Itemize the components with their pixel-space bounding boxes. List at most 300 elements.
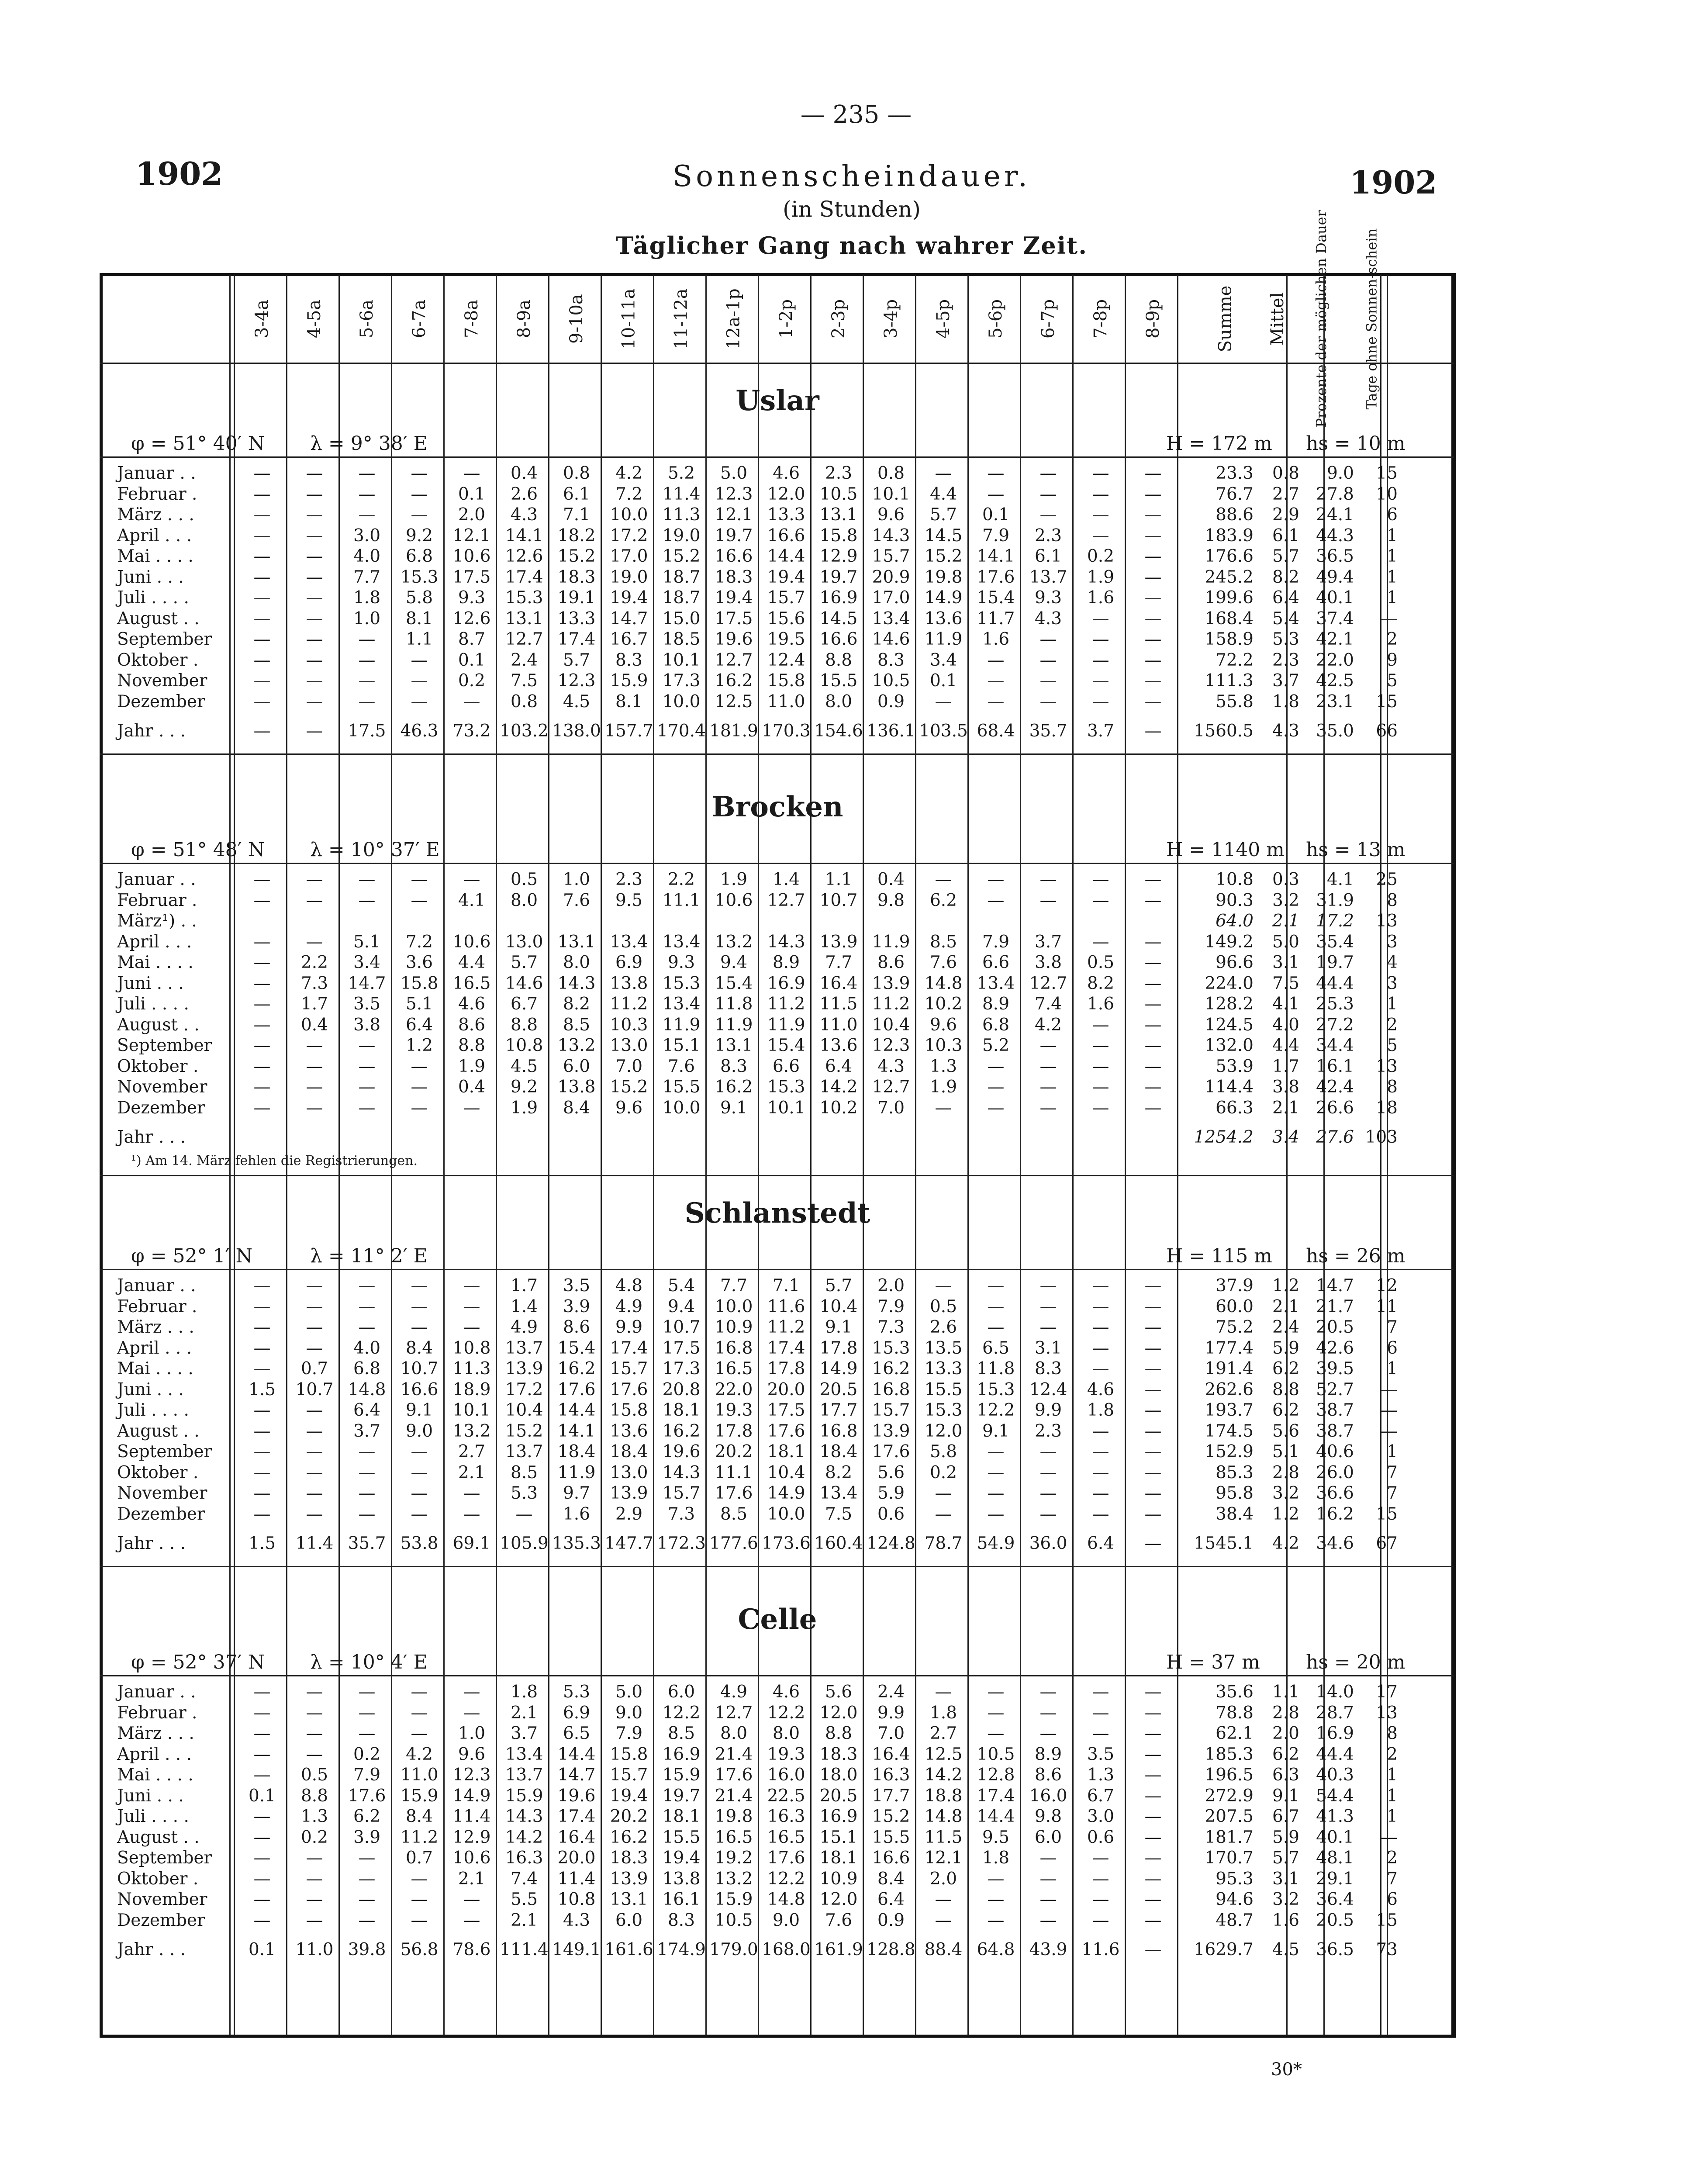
table-cell: 8.0: [563, 953, 591, 972]
table-cell: 3.7: [1034, 932, 1062, 952]
month-label: Januar . .: [117, 463, 196, 483]
table-cell: —: [253, 1483, 271, 1503]
table-cell: —: [1144, 484, 1162, 504]
table-cell: 7.5: [825, 1504, 853, 1524]
table-cell: 19.4: [662, 1848, 701, 1868]
month-label: März . . .: [117, 1317, 194, 1337]
table-cell: —: [306, 671, 323, 691]
column-header-label: 8-9p: [1143, 299, 1163, 339]
table-cell: 16.2: [557, 1359, 596, 1379]
table-cell: —: [987, 1098, 1005, 1118]
column-header: [341, 280, 393, 358]
table-cell: —: [1144, 1077, 1162, 1097]
year-total-cell: 43.9: [1029, 1940, 1067, 1959]
table-cell: —: [306, 890, 323, 910]
table-cell: 2: [1387, 1744, 1398, 1764]
table-cell: 3.2: [1272, 890, 1299, 910]
column-header: [812, 280, 865, 358]
table-cell: 7.3: [667, 1504, 695, 1524]
table-cell: 15.4: [715, 973, 753, 993]
table-cell: 13.4: [872, 608, 910, 629]
table-cell: 22.0: [715, 1379, 753, 1400]
table-cell: 78.8: [1216, 1703, 1254, 1723]
table-cell: 2.2: [667, 870, 695, 889]
table-cell: —: [1144, 1379, 1162, 1400]
table-cell: 13.8: [662, 1869, 701, 1889]
bottom-signature-mark: 30*: [1271, 2060, 1302, 2080]
table-cell: 8.8: [300, 1786, 328, 1806]
table-cell: 17.4: [505, 567, 543, 587]
table-cell: 38.7: [1316, 1421, 1354, 1441]
table-cell: 2.9: [615, 1504, 643, 1524]
table-cell: 10.5: [977, 1744, 1015, 1764]
table-cell: 1.9: [929, 1077, 957, 1097]
table-cell: 10.2: [819, 1098, 858, 1118]
table-cell: 9.9: [877, 1703, 905, 1723]
table-cell: 11.9: [557, 1462, 596, 1482]
table-cell: 13: [1376, 1703, 1398, 1723]
column-header-label: 11-12a: [671, 288, 692, 349]
month-label: April . . .: [117, 1744, 192, 1764]
table-cell: 15: [1376, 463, 1398, 483]
table-cell: 9.6: [877, 505, 905, 525]
table-cell: —: [1144, 1765, 1162, 1785]
table-cell: 9.0: [615, 1703, 643, 1723]
table-cell: 94.6: [1216, 1890, 1254, 1909]
year-total-cell: 1254.2: [1194, 1127, 1254, 1147]
column-header: [445, 280, 498, 358]
table-cell: —: [306, 484, 323, 504]
column-header-label: 2-3p: [829, 299, 849, 339]
year-right: 1902: [1350, 164, 1437, 201]
table-cell: 66.3: [1216, 1098, 1254, 1118]
table-cell: 1.0: [563, 870, 591, 889]
table-cell: 21.4: [715, 1786, 753, 1806]
table-cell: —: [1092, 1056, 1109, 1076]
table-cell: 7.0: [615, 1056, 643, 1076]
table-cell: 12.4: [1029, 1379, 1067, 1400]
table-cell: 18.1: [819, 1848, 858, 1868]
table-cell: 16.8: [872, 1379, 910, 1400]
table-cell: —: [358, 1056, 376, 1076]
table-cell: 0.2: [300, 1827, 328, 1847]
table-cell: 15.6: [767, 608, 805, 629]
year-total-cell: 64.8: [977, 1940, 1015, 1959]
table-cell: 7.9: [353, 1765, 381, 1785]
table-cell: 10.1: [872, 484, 910, 504]
table-cell: 2.4: [877, 1682, 905, 1702]
table-cell: —: [253, 953, 271, 972]
station-sensor-height: hs = 26 m: [1306, 1245, 1406, 1267]
table-cell: —: [1144, 1848, 1162, 1868]
table-cell: —: [411, 1682, 428, 1702]
table-cell: 3: [1387, 932, 1398, 952]
year-total-cell: 103: [1365, 1127, 1398, 1147]
column-header-label: 4-5p: [933, 299, 953, 339]
table-cell: 6.7: [1272, 1807, 1299, 1826]
table-cell: 18.1: [767, 1442, 805, 1462]
table-cell: 0.8: [1272, 463, 1299, 483]
table-cell: 8.5: [929, 932, 957, 952]
table-cell: —: [253, 1910, 271, 1930]
table-cell: —: [306, 1462, 323, 1482]
table-cell: —: [1092, 1296, 1109, 1317]
table-cell: 10.0: [767, 1504, 805, 1524]
year-total-cell: 1.5: [248, 1534, 276, 1553]
table-cell: —: [463, 1098, 480, 1118]
table-cell: 4.8: [615, 1276, 643, 1296]
table-cell: 128.2: [1205, 994, 1254, 1014]
table-cell: 2.8: [1272, 1462, 1299, 1482]
table-cell: 12.0: [767, 484, 805, 504]
table-cell: —: [1039, 1848, 1057, 1868]
table-cell: 10.0: [662, 691, 701, 712]
station-height: H = 1140 m: [1166, 839, 1285, 861]
year-total-cell: 170.3: [762, 721, 811, 741]
table-cell: —: [1144, 1015, 1162, 1035]
table-cell: —: [306, 1296, 323, 1317]
table-cell: 15.7: [872, 1400, 910, 1420]
table-cell: 16.5: [452, 973, 491, 993]
table-cell: 7.4: [510, 1869, 538, 1889]
table-cell: 13.8: [610, 973, 648, 993]
table-cell: —: [1144, 1807, 1162, 1826]
table-cell: 12.5: [924, 1744, 963, 1764]
table-cell: 0.2: [929, 1462, 957, 1482]
column-header: [708, 280, 760, 358]
table-cell: 0.1: [458, 484, 486, 504]
table-cell: —: [987, 1869, 1005, 1889]
table-cell: 9.8: [877, 890, 905, 910]
table-cell: 16.5: [715, 1827, 753, 1847]
table-cell: 13.6: [924, 608, 963, 629]
table-cell: 5: [1387, 1036, 1398, 1055]
table-cell: —: [253, 1869, 271, 1889]
table-cell: 14.4: [557, 1744, 596, 1764]
table-cell: 3.2: [1272, 1890, 1299, 1909]
year-total-cell: 36.5: [1316, 1940, 1354, 1959]
year-left: 1902: [135, 155, 223, 192]
table-cell: —: [935, 1276, 952, 1296]
table-cell: —: [253, 1462, 271, 1482]
table-cell: 4.6: [1087, 1379, 1115, 1400]
table-cell: 15.1: [662, 1036, 701, 1055]
table-cell: —: [411, 463, 428, 483]
table-cell: —: [1039, 484, 1057, 504]
column-header-label: 6-7a: [409, 299, 429, 339]
table-cell: 9.1: [405, 1400, 433, 1420]
table-cell: 14.8: [348, 1379, 386, 1400]
table-cell: 15.7: [610, 1765, 648, 1785]
table-cell: 18: [1376, 1098, 1398, 1118]
table-cell: 8.2: [1087, 973, 1115, 993]
table-cell: —: [306, 691, 323, 712]
table-cell: —: [253, 1744, 271, 1764]
table-cell: 11.5: [924, 1827, 963, 1847]
table-cell: 14.9: [767, 1483, 805, 1503]
table-cell: 15.3: [924, 1400, 963, 1420]
table-cell: 19.7: [715, 525, 753, 546]
table-cell: 13.1: [819, 505, 858, 525]
month-label: September: [117, 1036, 212, 1055]
table-cell: 15.5: [662, 1077, 701, 1097]
table-cell: 13.0: [505, 932, 543, 952]
table-cell: 19.7: [662, 1786, 701, 1806]
table-cell: 5.2: [667, 463, 695, 483]
table-cell: 13.3: [557, 608, 596, 629]
table-cell: —: [253, 1077, 271, 1097]
table-cell: 6.9: [563, 1703, 591, 1723]
table-cell: 17.2: [505, 1379, 543, 1400]
month-label: September: [117, 1848, 212, 1868]
table-cell: —: [1144, 890, 1162, 910]
table-cell: —: [358, 1077, 376, 1097]
table-cell: 8: [1387, 1724, 1398, 1743]
year-total-cell: 88.4: [924, 1940, 963, 1959]
table-cell: 42.4: [1316, 1077, 1354, 1097]
column-header-label: Tage ohne Sonnen-schein: [1363, 228, 1380, 410]
year-total-cell: 136.1: [867, 721, 915, 741]
table-cell: —: [1039, 1462, 1057, 1482]
table-cell: 34.4: [1316, 1036, 1354, 1055]
table-cell: 6: [1387, 1338, 1398, 1358]
table-cell: 7.9: [982, 525, 1010, 546]
table-cell: 177.4: [1205, 1338, 1254, 1358]
table-cell: —: [358, 629, 376, 649]
table-cell: 13.4: [662, 994, 701, 1014]
table-cell: —: [306, 1724, 323, 1743]
month-label: April . . .: [117, 1338, 192, 1358]
table-cell: 44.4: [1316, 973, 1354, 993]
year-total-cell: 128.8: [867, 1940, 915, 1959]
table-cell: 1.8: [1087, 1400, 1115, 1420]
table-cell: 15.9: [400, 1786, 439, 1806]
column-header-label: Prozente der möglichen Dauer: [1313, 210, 1330, 428]
table-cell: 1: [1387, 1807, 1398, 1826]
table-cell: 53.9: [1216, 1056, 1254, 1076]
table-cell: 3: [1387, 973, 1398, 993]
table-cell: 4.0: [353, 1338, 381, 1358]
table-cell: —: [253, 1400, 271, 1420]
table-cell: 4.9: [510, 1317, 538, 1337]
table-cell: 19.1: [557, 588, 596, 608]
table-cell: 11.5: [819, 994, 858, 1014]
table-cell: 16.0: [767, 1765, 805, 1785]
table-cell: 8.8: [458, 1036, 486, 1055]
table-cell: 15.3: [977, 1379, 1015, 1400]
table-cell: 16.6: [400, 1379, 439, 1400]
table-cell: —: [411, 1077, 428, 1097]
table-cell: 12.5: [715, 691, 753, 712]
table-cell: 19.5: [767, 629, 805, 649]
table-cell: 185.3: [1205, 1744, 1254, 1764]
table-cell: 19.8: [715, 1807, 753, 1826]
table-cell: 1.2: [405, 1036, 433, 1055]
month-label: Oktober .: [117, 1056, 199, 1076]
table-cell: 19.3: [715, 1400, 753, 1420]
table-cell: —: [253, 1765, 271, 1785]
table-cell: 6.8: [405, 546, 433, 566]
month-label: August . .: [117, 1421, 200, 1441]
table-cell: —: [1381, 1379, 1398, 1400]
table-cell: —: [306, 1400, 323, 1420]
table-cell: —: [1039, 1504, 1057, 1524]
table-cell: 12.0: [924, 1421, 963, 1441]
year-total-cell: 135.3: [552, 1534, 601, 1553]
table-cell: 0.5: [929, 1296, 957, 1317]
table-cell: 16.4: [557, 1827, 596, 1847]
table-cell: 17.4: [610, 1338, 648, 1358]
table-cell: 8.5: [563, 1015, 591, 1035]
table-cell: 1.2: [1272, 1504, 1299, 1524]
table-cell: 4.2: [1034, 1015, 1062, 1035]
table-cell: 7.5: [510, 671, 538, 691]
table-cell: 9.9: [1034, 1400, 1062, 1420]
table-cell: —: [306, 1483, 323, 1503]
table-cell: 12.7: [505, 629, 543, 649]
table-cell: 224.0: [1205, 973, 1254, 993]
table-cell: 15.8: [610, 1400, 648, 1420]
table-cell: 8.6: [1034, 1765, 1062, 1785]
table-cell: 1.8: [353, 588, 381, 608]
table-cell: 21.7: [1316, 1296, 1354, 1317]
table-cell: 3.5: [1087, 1744, 1115, 1764]
table-cell: —: [358, 1276, 376, 1296]
table-cell: 19.0: [610, 567, 648, 587]
table-cell: —: [1039, 671, 1057, 691]
table-cell: —: [1144, 671, 1162, 691]
table-cell: —: [306, 1077, 323, 1097]
table-cell: —: [1092, 671, 1109, 691]
column-header: [970, 280, 1022, 358]
table-cell: —: [1144, 932, 1162, 952]
year-total-cell: 161.9: [814, 1940, 863, 1959]
table-cell: —: [1039, 1724, 1057, 1743]
column-header-label: 7-8a: [461, 299, 482, 339]
table-cell: 16.4: [872, 1744, 910, 1764]
table-cell: 8.2: [825, 1462, 853, 1482]
column-header: [917, 280, 970, 358]
table-cell: 17.4: [557, 629, 596, 649]
table-cell: 76.7: [1216, 484, 1254, 504]
table-cell: 13.6: [610, 1421, 648, 1441]
table-cell: —: [306, 1098, 323, 1118]
year-total-cell: 4.2: [1272, 1534, 1299, 1553]
year-total-cell: —: [1144, 1940, 1162, 1959]
table-cell: 11.9: [715, 1015, 753, 1035]
table-cell: 19.6: [715, 629, 753, 649]
table-cell: 5.7: [510, 953, 538, 972]
table-cell: 0.5: [300, 1765, 328, 1785]
table-cell: —: [253, 484, 271, 504]
table-cell: 15.3: [767, 1077, 805, 1097]
table-cell: 29.1: [1316, 1869, 1354, 1889]
table-cell: —: [987, 484, 1005, 504]
table-cell: 2.3: [615, 870, 643, 889]
table-cell: 2.1: [1272, 1296, 1299, 1317]
table-cell: 27.8: [1316, 484, 1354, 504]
table-cell: 3.4: [353, 953, 381, 972]
table-cell: —: [1144, 525, 1162, 546]
table-cell: 12.0: [819, 1703, 858, 1723]
table-cell: —: [1039, 1276, 1057, 1296]
section-rule: [100, 753, 1454, 755]
table-cell: —: [306, 1869, 323, 1889]
table-cell: —: [306, 463, 323, 483]
table-cell: 5.3: [510, 1483, 538, 1503]
table-cell: 13.9: [819, 932, 858, 952]
column-header: [655, 280, 708, 358]
table-cell: 17.7: [872, 1786, 910, 1806]
table-cell: 4.2: [405, 1744, 433, 1764]
column-header: [393, 280, 445, 358]
table-cell: 14.2: [924, 1765, 963, 1785]
table-cell: 3.9: [563, 1296, 591, 1317]
table-cell: 9.6: [929, 1015, 957, 1035]
table-cell: 95.3: [1216, 1869, 1254, 1889]
table-cell: —: [935, 870, 952, 889]
station-sensor-height: hs = 10 m: [1306, 432, 1406, 455]
table-cell: 15.9: [610, 671, 648, 691]
month-label: Juni . . .: [117, 973, 184, 993]
table-cell: —: [935, 463, 952, 483]
table-cell: 14.7: [557, 1765, 596, 1785]
table-cell: 13.8: [557, 1077, 596, 1097]
table-cell: —: [306, 1744, 323, 1764]
table-cell: 2.7: [458, 1442, 486, 1462]
table-cell: 25: [1376, 870, 1398, 889]
table-cell: 90.3: [1216, 890, 1254, 910]
table-cell: 10.7: [662, 1317, 701, 1337]
table-cell: —: [358, 1036, 376, 1055]
table-cell: —: [463, 1276, 480, 1296]
year-total-cell: 124.8: [867, 1534, 915, 1553]
table-cell: 9.4: [667, 1296, 695, 1317]
table-cell: 16.2: [1316, 1504, 1354, 1524]
table-cell: 42.5: [1316, 671, 1354, 691]
table-cell: —: [1144, 629, 1162, 649]
table-cell: —: [1039, 1056, 1057, 1076]
table-cell: —: [1144, 650, 1162, 670]
table-cell: 4.6: [458, 994, 486, 1014]
table-cell: 0.7: [300, 1359, 328, 1379]
table-cell: 8.3: [667, 1910, 695, 1930]
table-cell: —: [306, 588, 323, 608]
year-total-cell: 149.1: [552, 1940, 601, 1959]
table-cell: 14.2: [819, 1077, 858, 1097]
table-cell: 9.4: [720, 953, 748, 972]
table-cell: 8.8: [510, 1015, 538, 1035]
month-label: Dezember: [117, 1910, 205, 1930]
table-cell: 11.9: [662, 1015, 701, 1035]
table-cell: 4.3: [877, 1056, 905, 1076]
table-cell: 35.6: [1216, 1682, 1254, 1702]
table-cell: 16.6: [715, 546, 753, 566]
table-cell: 8.5: [720, 1504, 748, 1524]
table-cell: 4.5: [510, 1056, 538, 1076]
table-cell: 3.7: [1272, 671, 1299, 691]
table-cell: —: [1144, 1276, 1162, 1296]
table-cell: 22.0: [1316, 650, 1354, 670]
table-cell: 6.4: [353, 1400, 381, 1420]
table-cell: 6.8: [353, 1359, 381, 1379]
table-cell: —: [1144, 1786, 1162, 1806]
table-cell: —: [1092, 1317, 1109, 1337]
table-cell: 10.7: [295, 1379, 334, 1400]
table-cell: 9.9: [615, 1317, 643, 1337]
table-cell: 17.6: [348, 1786, 386, 1806]
table-cell: 0.2: [458, 671, 486, 691]
